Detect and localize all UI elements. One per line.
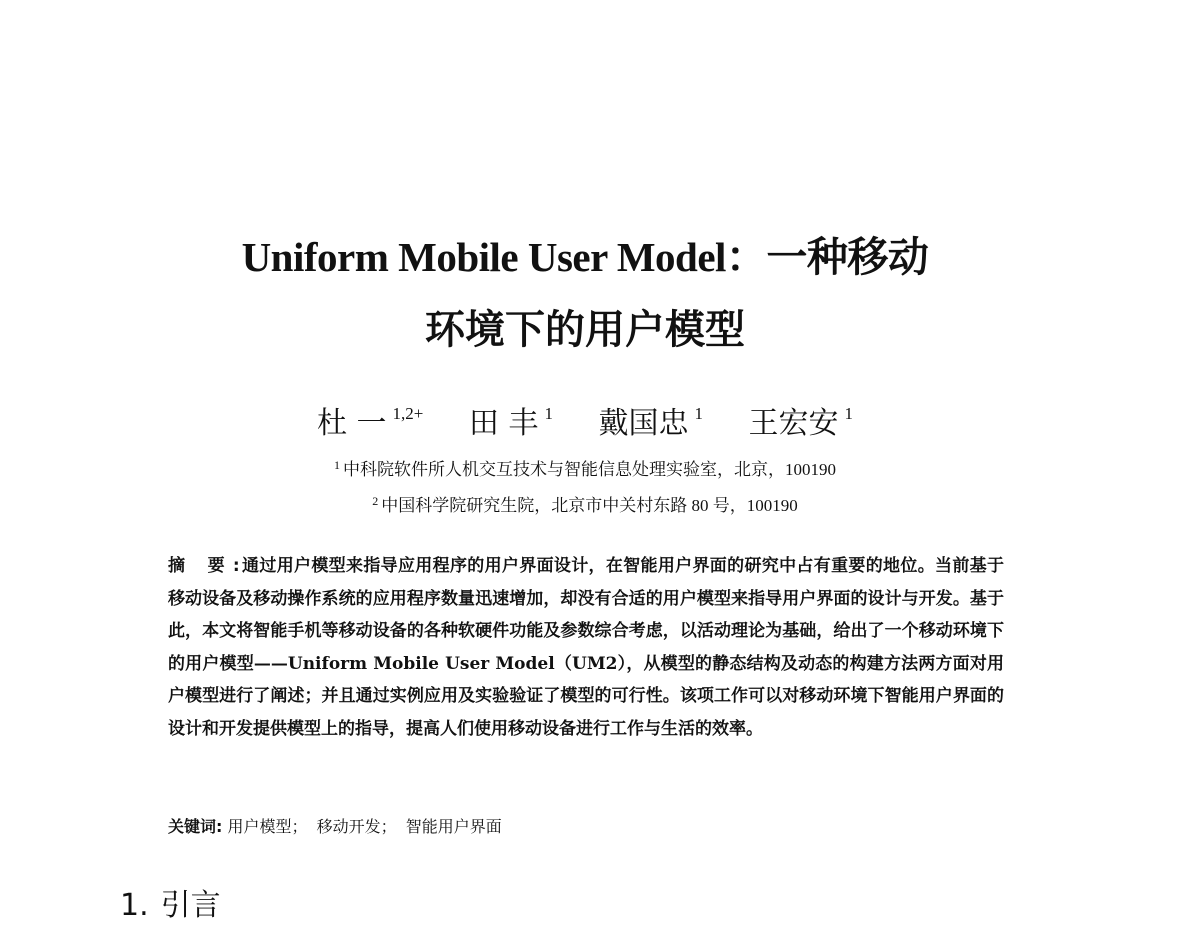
author-3 (598, 406, 703, 441)
affiliation-mark: 2 (372, 494, 379, 508)
affiliation-2 (0, 491, 1170, 516)
affiliation-text: 中国科学院研究生院，北京市中关村东路 80 号，100190 (381, 496, 798, 515)
author-name: 戴国忠 (598, 406, 689, 441)
author-affiliation-mark: 1,2+ (392, 404, 424, 423)
keyword: 智能用户界面 (405, 817, 502, 836)
author-1 (317, 406, 423, 441)
author-name: 田 丰 (468, 406, 539, 441)
keyword: 用户模型； (227, 817, 308, 836)
affiliation-mark: 1 (334, 458, 340, 472)
keywords-label: 关键词: (168, 817, 223, 836)
paper-title-line-1: Uniform Mobile User Model：一种移动 (241, 234, 929, 280)
author-2 (469, 406, 553, 441)
section-heading (120, 880, 221, 924)
keyword: 移动开发； (316, 817, 397, 836)
abstract-label: 摘 要 (168, 556, 233, 576)
author-name: 杜 一 (316, 406, 387, 441)
keywords (168, 814, 506, 837)
abstract-text: 通过用户模型来指导应用程序的用户界面设计，在智能用户界面的研究中占有重要的地位。当前基于移动设备及移动操作系统的应用程序数量迅速增加，却没有合适的用户模型来指导用户界面的设计与开发。基于此，本文将智能手机等移动设备的各种软硬件功能及参数综合考虑，以活动理论为基础，给出了一个移动环境下的用户模型——Uniform Mobile User Model（UM2），从模型的静态结构及动态的构建方法两方面对用户模型进行了阐述；并且通过实例应用及实验验证了模型的可行性。该项工作可以对移动环境下智能用户界面的设计和开发提供模型上的指导，提高人们使用移动设备进行工作与生活的效率。 (168, 556, 1005, 739)
author-affiliation-mark: 1 (694, 404, 703, 423)
author-4 (749, 406, 854, 441)
author-affiliation-mark: 1 (844, 404, 854, 423)
section-number: 1. (120, 888, 149, 923)
author-affiliation-mark: 1 (544, 404, 553, 423)
author-name: 王宏安 (748, 406, 839, 441)
paper-title-line-2: 环境下的用户模型 (425, 307, 745, 353)
abstract (168, 550, 1004, 745)
abstract-colon: : (232, 556, 240, 576)
affiliation-text: 中科院软件所人机交互技术与智能信息处理实验室，北京，100190 (343, 460, 836, 479)
affiliation-1 (0, 455, 1170, 480)
author-list (0, 398, 1170, 442)
section-title: 引言 (160, 888, 221, 923)
